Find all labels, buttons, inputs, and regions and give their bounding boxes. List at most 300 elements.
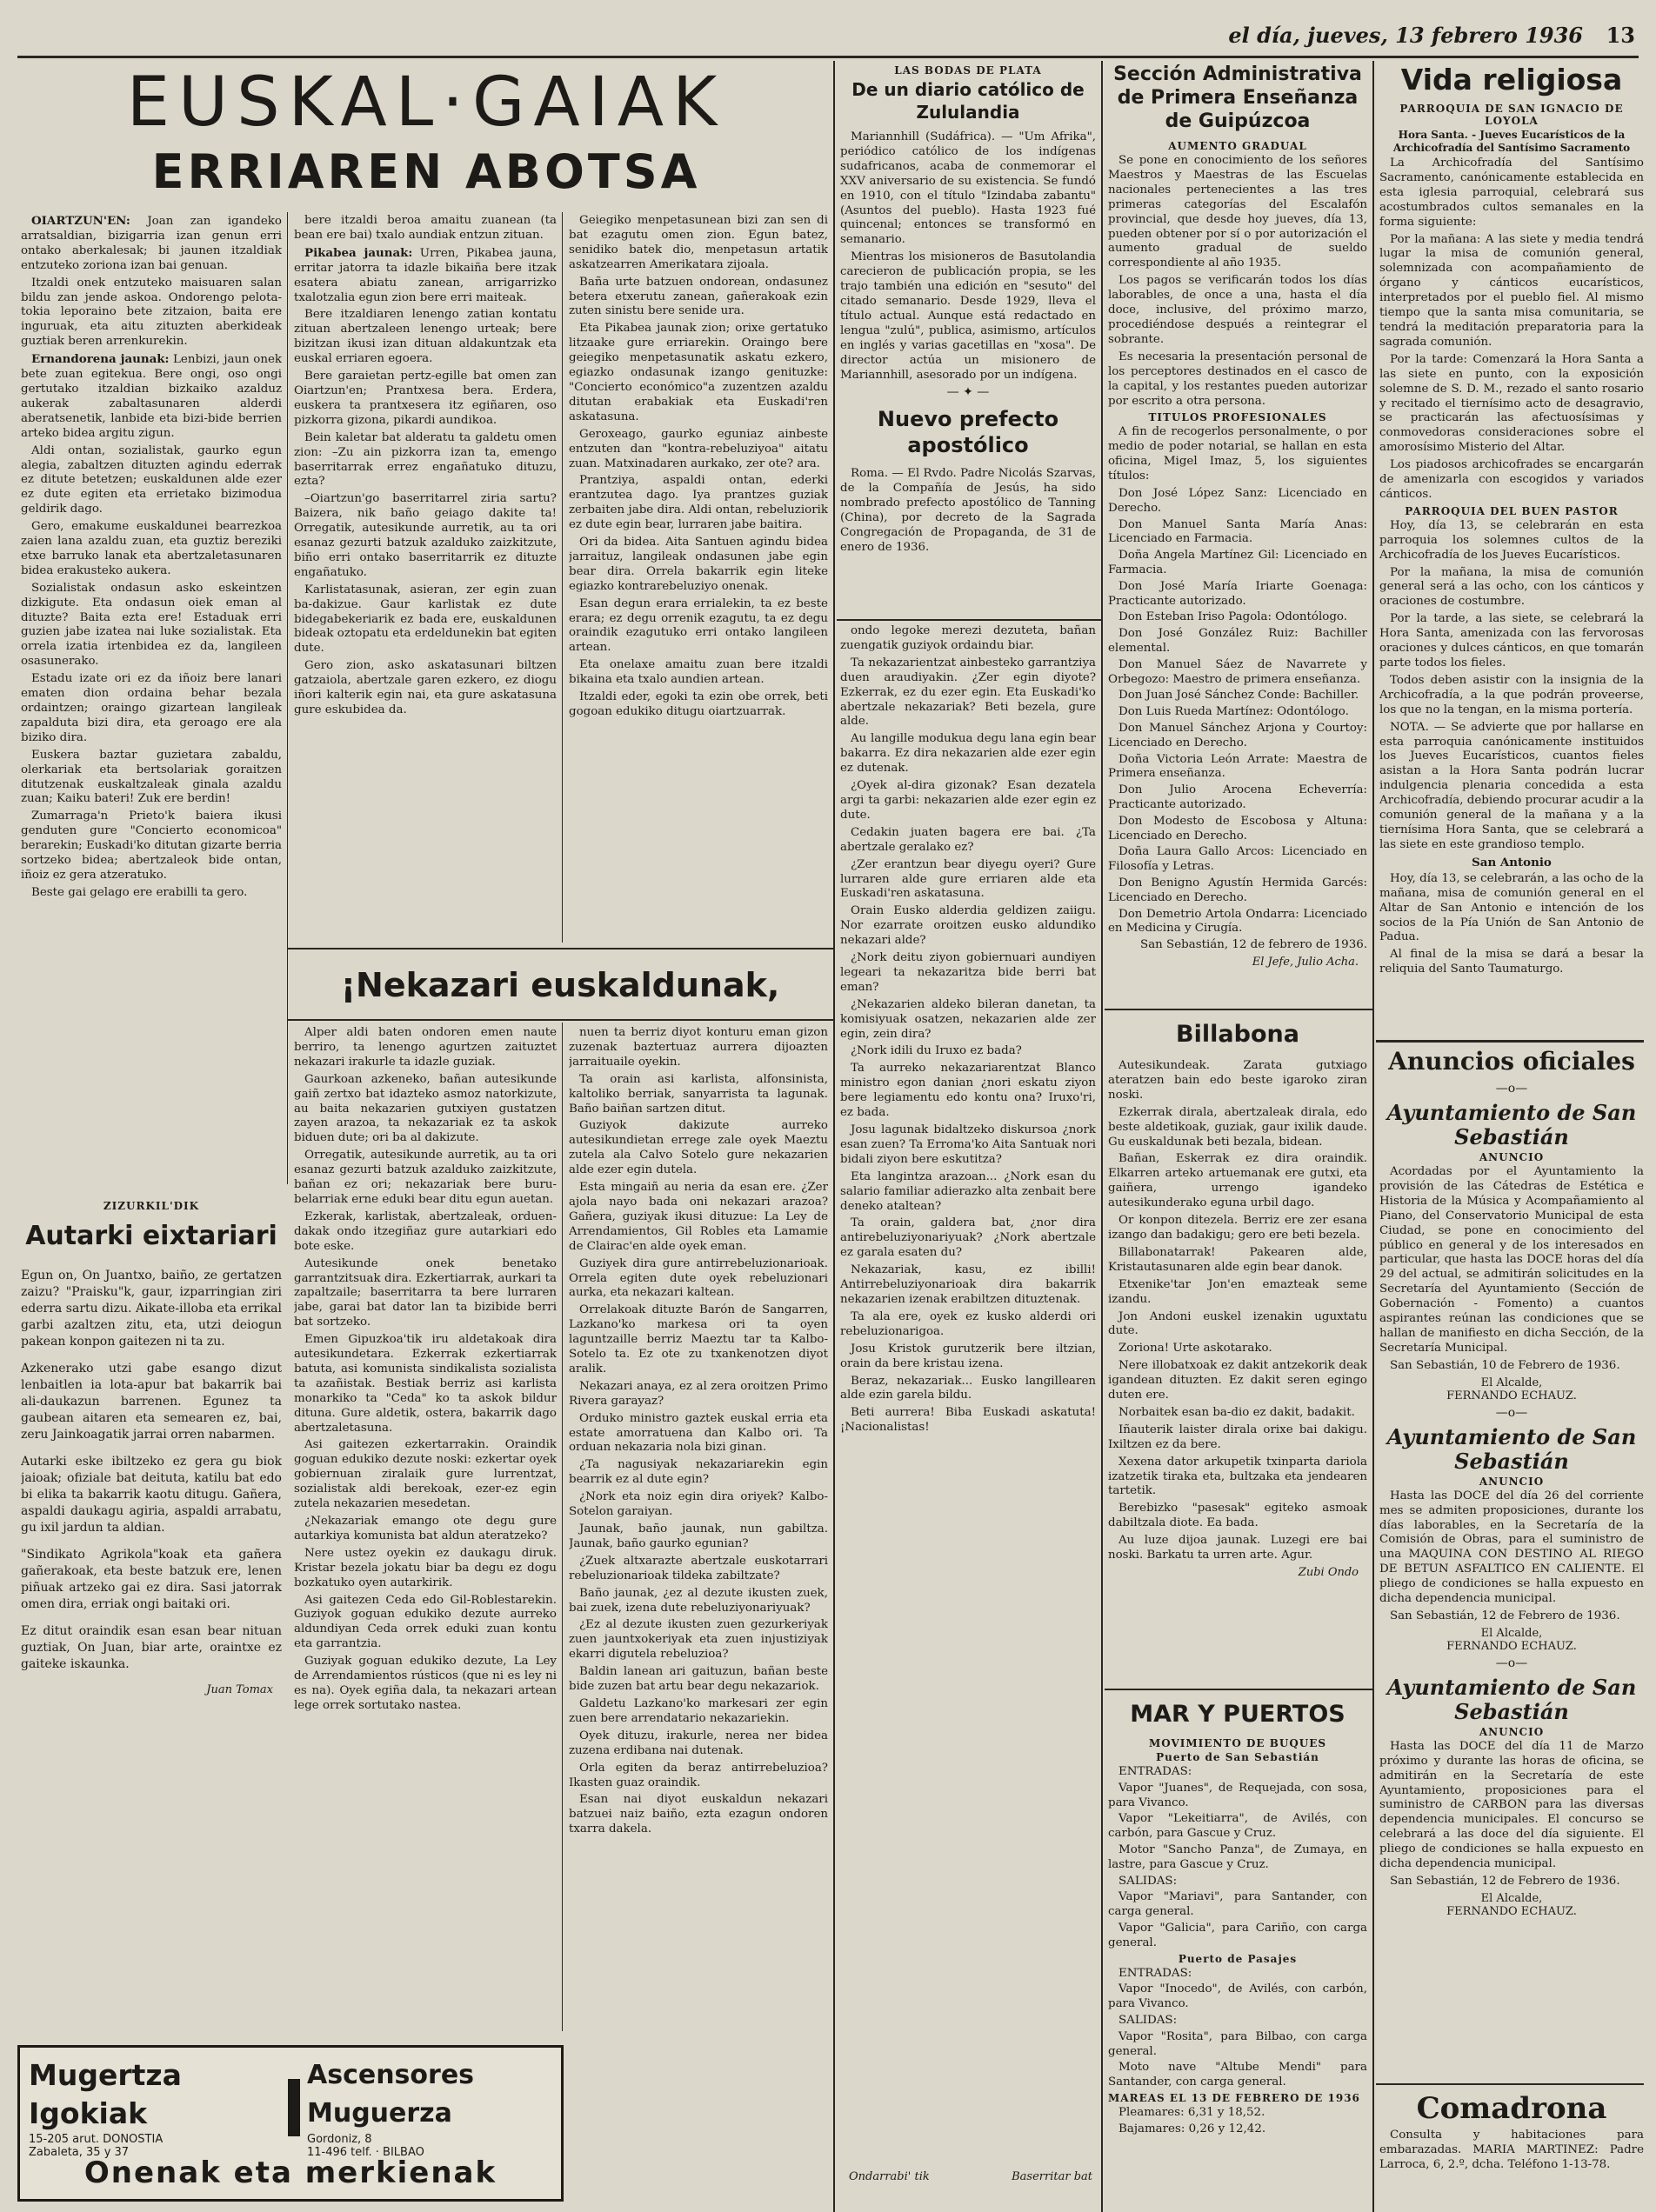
seccion-signature: El Jefe, Julio Acha. (1252, 956, 1359, 969)
title-item (1108, 549, 1367, 578)
paragraph (569, 1587, 828, 1616)
title-item (1108, 627, 1367, 656)
paragraph-text: Eta Pikabea jaunak zion; orixe gertatuko litzaake gure erriarekin. Oraingo bere geiegiko menpetasunatik askatu ezkero, egiazko ondasunak izango genituzke: "Concierto económico"a zuzentzen azaldu ditutan erabakiak eta Euskadi'ren askatasuna. (569, 322, 828, 423)
paragraph-text: Bajamares: 0,26 y 12,42. (1118, 2122, 1266, 2135)
paragraph (569, 1026, 828, 1070)
paragraph (1108, 1310, 1367, 1340)
seccion-intro: A fin de recogerlos personalmente, o por medio de poder notarial, se hallan en esta oficina, Migel Imaz, 5, los siguientes títulos: (1108, 425, 1367, 483)
paragraph-text: Josu lagunak bidaltzeko diskursoa ¿nork esan zuen? Ta Erroma'ko Aita Santuak nori bidali ziyon bere eskutitza? (840, 1123, 1096, 1166)
col4-signatures (840, 2170, 1096, 2193)
paragraph-text: Orrelakoak dituzte Barón de Sangarren, Lazkano'ko markesa ori ta oyen laguntzaille berriz Maeztu tar ta Kalbo-Sotelo ta. Ez ote zu txankenotzen diyot aralik. (569, 1303, 828, 1376)
paragraph (569, 1303, 828, 1377)
paragraph (569, 474, 828, 533)
paragraph-text: Ta orain, galdera bat, ¿nor dira antirebeluziyonariyuak? ¿Nork abertzale ez garala esaten du? (840, 1216, 1096, 1260)
paragraph-text: Geiegiko menpetasunean bizi zan sen di bat ezagutu omen zion. Egun batez, senidiko batek dio, menpetasun artatik askatzearren Amerikatara zijoala. (569, 214, 828, 271)
paragraph-text: Al final de la misa se dará a besar la reliquia del Santo Taumaturgo. (1379, 948, 1644, 976)
poem-stanza: Azkenerako utzi gabe esango dizut lenbaitlen ia lota-apur bat bakarrik bai ali-daukazun barrenen. Egunez ta gaubean aitaren eta semearen ez, bai, zeru Jainkoagatik jarrai orren nabarmen. (21, 1362, 282, 1442)
notice-label: ANUNCIO (1479, 1151, 1545, 1163)
paragraph (569, 214, 828, 273)
poem-stanza: "Sindikato Agrikola"koak eta gañera gañerakoak, eta beste batzuk ere, lenen piñuak artzeko gai ez dira. Sasi jatorrak omen dira, erriak ongi baitaki ori. (21, 1548, 282, 1611)
paragraph-text: Cedakin juaten bagera ere bai. ¿Ta abertzale geralako ez? (840, 825, 1096, 854)
paragraph (294, 1210, 557, 1255)
title-item (1108, 610, 1367, 625)
paragraph-text: Emen Gipuzkoa'tik iru aldetakoak dira autesikundetara. Ezkerrak ezkertiarrak batuta, asi komunista sindikalista sozialista ta azañistak. Bestiak berriz asi karlista monarkiko ta "Ceda" ko ta askok bildur dituna. Gure aldetik, ostera, bakarrik dago abertzaletasuna. (294, 1333, 557, 1435)
paragraph-text: Don Benigno Agustín Hermida Garcés: Licenciado en Derecho. (1108, 876, 1367, 904)
paragraph-text: ¿Oyek al-dira gizonak? Esan dezatela argi ta garbi: nekazarien alde ezer egin ez dute. (840, 779, 1096, 822)
paragraph (1379, 353, 1644, 456)
paragraph (569, 1181, 828, 1255)
paragraph (840, 998, 1096, 1043)
paragraph-text: Los piadosos archicofrades se encargarán de amenizarla con escogidos y variados cánticos. (1379, 458, 1644, 501)
paragraph (294, 1026, 557, 1070)
top-rule (17, 56, 1639, 58)
title-item (1108, 689, 1367, 703)
paragraph-text: Aldi ontan, sozialistak, gaurko egun alegia, zabaltzen dituzten agindu ederrak ez ditute betetzen; euskaldunen alde ezer ez dute egiten eta errietako bizimodua geldirik dago. (21, 443, 282, 516)
paragraph (1108, 1246, 1367, 1276)
comadrona-text: Consulta y habitaciones para embarazadas. MARIA MARTINEZ: Padre Larroca, 6, 2.º, dcha. Teléfono 1-13-78. (1379, 2129, 1644, 2171)
paragraph-text: Orregatik, autesikunde aurretik, au ta ori esanaz gezurti batzuk azalduko zaizkitzute, bañan ez ori; nekazariak bere buru-belarriak erne eduki bear ditu egun auetan. (294, 1149, 557, 1206)
bodas-kicker: LAS BODAS DE PLATA (894, 64, 1042, 77)
paragraph-text: Bere itzaldiaren lenengo zatian kontatu zituan abertzaleen lenengo urteak; bere bizitzan ikusi izan dituan aldakuntzak eta euskal erriaren egoera. (294, 308, 557, 366)
paragraph-text: Motor "Sancho Panza", de Zumaya, en lastre, para Gascue y Cruz. (1108, 1842, 1367, 1871)
comadrona-title: Comadrona (1416, 2091, 1607, 2126)
paragraph (21, 276, 282, 350)
paragraph-text: Ta orain asi karlista, alfonsinista, kaltoliko berriak, sanyarrista ta lagunak. Baño baiñan sartzen ditut. (569, 1072, 828, 1116)
vida-title: Vida religiosa (1400, 63, 1623, 97)
paragraph-text: Billabonatarrak! Pakearen alde, Kristautasunaren alde egin bear danok. (1108, 1245, 1367, 1274)
paragraph-text: ¿Ez al dezute ikusten zuen gezurkeriyak zuen jauntxokeriyak eta zuen injustiziyak ekarri digutela rebeluzioa? (569, 1618, 828, 1662)
tide-item (1108, 2122, 1367, 2137)
paragraph-text: Don Manuel Sánchez Arjona y Courtoy: Licenciado en Derecho. (1108, 721, 1367, 750)
paragraph-text: ondo legoke merezi dezuteta, bañan zuengatik guziyok ordaindu biar. (840, 624, 1096, 652)
lead: OIARTZUN'EN: (31, 214, 130, 228)
paragraph-text: Iñauterik laister dirala orixe bai dakigu. Ixiltzen ez da bere. (1108, 1422, 1367, 1451)
notice-date: San Sebastián, 12 de Febrero de 1936. (1390, 1609, 1620, 1622)
paragraph (569, 428, 828, 472)
paragraph-text: Zumarraga'n Prieto'k baiera ikusi genduten gure "Concierto economicoa" berarekin; Euskadi'ko ditutan gizarte berria sortzeko bidea; abertzaleok bide ontan, iñoiz ez gera atzeratuko. (21, 810, 282, 882)
notice-text: Acordadas por el Ayuntamiento la provisión de las Cátedras de Estética e Historia de la Música y Acompañamiento al Piano, del Conservatorio Municipal de esta Ciudad, se pone en conocimiento del público en general y de los interesados en particular, que hasta las DOCE horas del día 29 del actual, se admitirán solicitudes en la Secretaría del Ayuntamiento (Sección de Gobernación - Fomento) a cuantos aspirantes reúnan las condiciones que se hallan de manifiesto en dicha Sección, de la Secretaría Municipal. (1379, 1165, 1644, 1355)
hrule-nekazari-bottom (287, 1019, 833, 1021)
paragraph (1379, 458, 1644, 503)
notice-sign-2: FERNANDO ECHAUZ. (1446, 1904, 1577, 1918)
paragraph (569, 1618, 828, 1662)
paragraph-text: Galdetu Lazkano'ko markesari zer egin zuen bere arrendatario nekazariekin. (569, 1696, 828, 1725)
paragraph-text: Por la mañana, la misa de comunión general será a las ocho, con los cánticos y oraciones de costumbre. (1379, 565, 1644, 609)
paragraph-text: Se pone en conocimiento de los señores Maestros y Maestras de las Escuelas nacionales pertenecientes a las tres primeras categorías del Escalafón provincial, que desde hoy jueves, día 13, pueden obtener por sí o por autorización el aumento gradual de sueldo correspondiente al año 1935. (1108, 154, 1367, 270)
euskal-title: EUSKAL·GAIAK (126, 63, 726, 142)
paragraph (840, 779, 1096, 823)
dateline: el día, jueves, 13 febrero 1936 (1228, 23, 1583, 48)
divider-2 (562, 212, 563, 943)
official-notice (1379, 1406, 1644, 1653)
vida-article (1379, 61, 1644, 1040)
title-item (1108, 753, 1367, 783)
paragraph (294, 1594, 557, 1653)
paragraph-text: Eta onelaxe amaitu zuan bere itzaldi bikaina eta txalo aundien artean. (569, 658, 828, 687)
notice-label: ANUNCIO (1479, 1475, 1545, 1488)
paragraph (1379, 566, 1644, 610)
paragraph-text: ¿Nork eta noiz egin dira oriyek? Kalbo-Sotelon garaiyan. (569, 1490, 828, 1519)
paragraph-text: Don Esteban Iriso Pagola: Odontólogo. (1118, 610, 1347, 624)
mareas-title: MAREAS EL 13 DE FEBRERO DE 1936 (1108, 2091, 1360, 2104)
ship-item (1108, 1982, 1367, 2012)
paragraph-text: Au luze dijoa jaunak. Luzegi ere bai noski. Barkatu ta urren arte. Agur. (1108, 1534, 1367, 1562)
hrule-mar (1105, 1689, 1372, 1690)
euskal-col3 (569, 214, 828, 944)
ship-item (1108, 1782, 1367, 1811)
paragraph (840, 1170, 1096, 1215)
paragraph-text: Baña urte batzuen ondorean, ondasunez betera etxerutu zanean, gañerakoak ezin zuten sinistu bere senide ura. (569, 275, 828, 318)
paragraph-text: Vapor "Galicia", para Cariño, con carga general. (1108, 1921, 1367, 1949)
ship-item (1108, 1765, 1367, 1780)
paragraph (840, 1406, 1096, 1436)
notice-date: San Sebastián, 12 de Febrero de 1936. (1390, 1875, 1620, 1888)
notice-sign-2: FERNANDO ECHAUZ. (1446, 1389, 1577, 1402)
paragraph-text: ¿Nork idili du Iruxo ez bada? (851, 1044, 1022, 1058)
paragraph-text: Norbaitek esan ba-dio ez dakit, badakit. (1118, 1405, 1355, 1419)
paragraph (1108, 1342, 1367, 1356)
paragraph (294, 246, 557, 306)
paragraph-text: Beti aurrera! Biba Euskadi askatuta! ¡Nacionalistas! (840, 1406, 1096, 1435)
paragraph-text: Itzaldi onek entzuteko maisuaren salan bildu zan jende askoa. Ondorengo pelota-tokia leporaino bete zitzaion, baita ere inguruak, eta aitu zituzten aberkideak guztiak beren arrenkurekin. (21, 276, 282, 349)
paragraph (294, 214, 557, 243)
paragraph (1108, 1359, 1367, 1403)
paragraph (1108, 154, 1367, 271)
ad-address-2b: 11-496 telf. · BILBAO (307, 2146, 424, 2159)
ship-item (1108, 2061, 1367, 2090)
notice-ornament: —o— (1495, 1082, 1528, 1096)
nekazari-title: ¡Nekazari euskaldunak, (340, 966, 780, 1004)
paragraph (1108, 1502, 1367, 1531)
paragraph-text: Beste gai gelago ere erabilli ta gero. (31, 885, 248, 899)
paragraph (294, 492, 557, 580)
zizurkil-signature: Juan Tomax (206, 1683, 273, 1696)
paragraph (1379, 872, 1644, 946)
paragraph-text: Autesikundeak. Zarata gutxiago ateratzen bain edo beste igaroko ziran noski. (1108, 1059, 1367, 1102)
paragraph (21, 672, 282, 746)
paragraph (569, 1257, 828, 1302)
paragraph (294, 1149, 557, 1208)
paragraph (569, 1073, 828, 1117)
mar-sub: MOVIMIENTO DE BUQUES (1148, 1737, 1327, 1749)
paragraph-text: –Oiartzun'go baserritarrel ziria sartu? Baizera, nik baño geiago dakite ta! Orregatik, autesikunde aurretik, au ta ori esanaz gezurti batzuk azalduko zaizkitzute, biño erri ontako baserritarrik ez dituzte engañatuko. (294, 492, 557, 579)
paragraph (1379, 519, 1644, 563)
notice-text: Hasta las DOCE del día 26 del corriente mes se admiten proposiciones, durante los días laborables, en la Secretaría de la Comisión de Obras, para el suministro de una MAQUINA CON DESTINO AL RIEGO DE BETUN ASFALTICO EN CALIENTE. El pliego de condiciones se halla expuesto en dicha dependencia municipal. (1379, 1489, 1644, 1606)
lead: Ernandorena jaunak: (31, 352, 170, 367)
notice-sign-1: El Alcalde, (1480, 1376, 1543, 1389)
paragraph-text: Orain Eusko alderdia geldizen zaiigu. Nor ezarrate oroitzen eusko aldundiko nekazari alde? (840, 904, 1096, 948)
paragraph (1108, 1152, 1367, 1211)
title-item (1108, 722, 1367, 751)
paragraph (1379, 721, 1644, 853)
paragraph (569, 1119, 828, 1178)
paragraph-text: Doña Laura Gallo Arcos: Licenciado en Filosofía y Letras. (1108, 845, 1367, 874)
poem-stanza: Ez ditut oraindik esan esan bear nituan guztiak, On Juan, biar arte, oraintxe ez gaiteke iskaunka. (21, 1624, 282, 1671)
ship-item (1108, 1967, 1367, 1982)
paragraph-text: Bein kaletar bat alderatu ta galdetu omen zion: –Zu ain pizkorra izan ta, emengo baserritarrak errez engañatuko dituzu, ezta? (294, 430, 557, 489)
title-item (1108, 876, 1367, 906)
paragraph (840, 904, 1096, 949)
comadrona-ad (1379, 2089, 1644, 2207)
paragraph (1108, 1214, 1367, 1243)
paragraph-text: Por la tarde: Comenzará la Hora Santa a las siete en punto, con la exposición solemne de S. D. M., rezado el santo rosario y recitado el tiernísimo acto de desagravio, se practicarán las afectuosísimas y conmovedoras consideraciones sobre el amorosísimo Misterio del Altar. (1379, 352, 1644, 455)
paragraph-text: Don José María Iriarte Goenaga: Practicante autorizado. (1108, 579, 1367, 608)
notice-ornament: —o— (1495, 1405, 1528, 1420)
paragraph (21, 352, 282, 441)
prefecto-title: Nuevo prefecto apostólico (877, 407, 1059, 458)
paragraph (1108, 1278, 1367, 1308)
paragraph-text: Don Manuel Santa María Anas: Licenciado en Farmacia. (1108, 517, 1367, 546)
paragraph (21, 886, 282, 901)
tide-item (1108, 2106, 1367, 2121)
paragraph (294, 1655, 557, 1714)
ship-item (1108, 1922, 1367, 1951)
paragraph-text: bere itzaldi beroa amaitu zuanean (ta bean ere bai) txalo aundiak entzun zituan. (294, 214, 557, 242)
paragraph (569, 1762, 828, 1791)
paragraph (569, 690, 828, 720)
official-notice (1379, 1082, 1644, 1402)
euskal-col1 (21, 214, 282, 1188)
notice-sign-2: FERNANDO ECHAUZ. (1446, 1639, 1577, 1653)
paragraph-text: Asi gaitezen Ceda edo Gil-Roblestarekin. Guziyok goguan edukiko dezute aurreko aldundiyan Ceda orrek eduki zuan kontu eta garrantzia. (294, 1593, 557, 1651)
paragraph-text: Au langille modukua degu lana egin bear bakarra. Ez dira nekazarien alde ezer egin ez dutenak. (840, 732, 1096, 776)
seccion-title: Sección Administrativa de Primera Enseñanza de Guipúzcoa (1113, 63, 1362, 132)
notice-label: ANUNCIO (1479, 1725, 1545, 1738)
paragraph-text: Vapor "Juanes", de Requejada, con sosa, para Vivanco. (1108, 1781, 1367, 1809)
vida-parroquia-2: PARROQUIA DEL BUEN PASTOR (1405, 504, 1619, 517)
paragraph (294, 1257, 557, 1331)
paragraph-text: Todos deben asistir con la insignia de la Archicofradía, a la que podrán proveerse, los que no la tengan, en la misma portería. (1379, 673, 1644, 716)
paragraph-text: Mientras los misioneros de Basutolandia carecieron de publicación propia, se les trajo también una edición en "sesuto" del citado semanario. Desde 1929, lleva el título actual. Aunque está redactado en lengua "zulú", publica, asimismo, artículos en inglés y varias gacetillas en "xosa". De director actúa un misionero de Mariannhill, asesorado por un indígena. (840, 250, 1096, 382)
divider-1 (287, 212, 288, 1184)
paragraph-text: ENTRADAS: (1118, 1966, 1192, 1980)
ad-address-1a: 15-205 arut. DONOSTIA (29, 2133, 164, 2146)
zizurkil-title: Autarki eixtariari (25, 1221, 277, 1251)
paragraph-text: Es necesaria la presentación personal de los perceptores destinados en el casco de la capital, y los restantes pueden autorizar por escrito a otra persona. (1108, 350, 1367, 408)
ship-item (1108, 2030, 1367, 2060)
paragraph (21, 444, 282, 518)
notice-date: San Sebastián, 10 de Febrero de 1936. (1390, 1358, 1620, 1372)
notice-sign-1: El Alcalde, (1480, 1626, 1543, 1640)
paragraph (294, 1547, 557, 1591)
paragraph-text: Doña Victoria León Arrate: Maestra de Primera enseñanza. (1108, 752, 1367, 781)
paragraph (569, 1380, 828, 1409)
paragraph (569, 322, 828, 424)
title-item (1108, 487, 1367, 516)
paragraph-text: Oyek dituzu, irakurle, nerea ner bidea zuzena erdibana nai dutenak. (569, 1729, 828, 1757)
paragraph (21, 520, 282, 579)
paragraph-text: Gaurkoan azkeneko, bañan autesikunde gaiñ zertxo bat idazteko asmoz natorkizute, au baita nekazarien gutxiyen gustatzen zayen arazoa, ta nekazariak ez ta askok biduen dute; ori ba al dakizute. (294, 1072, 557, 1145)
mar-port1: Puerto de San Sebastián (1156, 1751, 1319, 1763)
ship-item (1108, 2014, 1367, 2029)
paragraph-text: Asi gaitezen ezkertarrakin. Oraindik goguan edukiko dezute noski: ezkertar oyek gobiernuan ziralaik gure lurrentzat, sozialistak aldi berekoak, ezer-ez egin zutela nekazarien mesedetan. (294, 1438, 557, 1511)
ad-address-2a: Gordoniz, 8 (307, 2133, 372, 2146)
paragraph-text: Ezkerak, karlistak, abertzaleak, orduen-dakak ondo itzegiñaz gure autarkiari edo bote eske. (294, 1209, 557, 1253)
paragraph-text: Pleamares: 6,31 y 18,52. (1118, 2105, 1265, 2119)
paragraph-text: ¿Nekazariak emango ote degu gure autarkiya komunista bat aldun ateratzeko? (294, 1515, 557, 1542)
paragraph (294, 1073, 557, 1147)
billabona-signature: Zubi Ondo (1298, 1566, 1359, 1579)
seccion-dateline: San Sebastián, 12 de febrero de 1936. (1140, 938, 1367, 952)
ship-item (1108, 1890, 1367, 1920)
paragraph-text: ¿Nork deitu ziyon gobiernuari aundiyen legeari ta nekazaritza bide berri bat eman? (840, 951, 1096, 994)
paragraph-text: Geroxeago, gaurko eguniaz ainbeste entzuten dan "kontra-rebeluziyoa" aitatu zuan. Matxinadaren aurkako, zer ote? ara. (569, 427, 828, 470)
paragraph-text: Zoriona! Urte askotarako. (1118, 1342, 1272, 1356)
vida-hora-santa: Hora Santa. - Jueves Eucarísticos de la Archicofradía del Santísimo Sacramento (1392, 129, 1631, 154)
paragraph-text: Jon Andoni euskel izenakin uguxtatu dute. (1108, 1309, 1367, 1338)
paragraph-text: Don Manuel Sáez de Navarrete y Orbegozo: Maestro de primera enseñanza. (1108, 657, 1367, 686)
hrule-comadrona (1376, 2083, 1644, 2085)
paragraph-text: Ta aurreko nekazariarentzat Blanco ministro egon danian ¿nori eskatu ziyon bere legiamentu edo kontu ona? Iruxo'ri, ez bada. (840, 1062, 1096, 1120)
paragraph (1379, 612, 1644, 671)
paragraph (1108, 1534, 1367, 1563)
paragraph (840, 1343, 1096, 1372)
paragraph (1108, 1406, 1367, 1421)
title-item (1108, 518, 1367, 548)
paragraph (1108, 1059, 1367, 1103)
divider-6 (562, 1023, 563, 2031)
prefecto-text: Roma. — El Rvdo. Padre Nicolás Szarvas, de la Compañía de Jesús, ha sido nombrado prefecto apostólico de Tanning (China), por decreto de la Sagrada Congregación de Propaganda, de 31 de enero de 1936. (840, 467, 1096, 554)
paragraph-text: Hoy, día 13, se celebrarán, a las ocho de la mañana, misa de comunión general en el Altar de San Antonio e intención de los socios de la Pía Unión de San Antonio de Padua. (1379, 871, 1644, 944)
paragraph-text: Gero, emakume euskaldunei bearrezkoa zaien lana azaldu zuan, eta guztiz bereziki etxe barruko lanak eta abertzaletasunaren bidea erakusteko aukera. (21, 520, 282, 577)
title-item (1108, 658, 1367, 688)
paragraph-text: Bere garaietan pertz-egille bat omen zan Oiartzun'en; Prantxesa bera. Erdera, euskera ta prantxesera itz egiñaren, oso pizkorra gizona, pikardi aundikoa. (294, 370, 557, 427)
paragraph (1379, 157, 1644, 230)
paragraph-text: Doña Angela Martínez Gil: Licenciado en Farmacia. (1108, 549, 1367, 577)
title-item (1108, 815, 1367, 844)
paragraph-text: Ta ala ere, oyek ez kusko alderdi ori rebeluzionarigoa. (840, 1309, 1096, 1338)
paragraph (840, 250, 1096, 383)
paragraph-text: Berebizko "pasesak" egiteko asmoak dabiltzala diote. Ea bada. (1108, 1502, 1367, 1530)
paragraph-text: Vapor "Lekeitiarra", de Avilés, con carbón, para Gascue y Cruz. (1108, 1812, 1367, 1841)
official-notice (1379, 1656, 1644, 1918)
paragraph (294, 1333, 557, 1436)
seccion-sub1: AUMENTO GRADUAL (1168, 140, 1307, 152)
nekazari-col2 (569, 1026, 828, 2035)
paragraph-text: Nere illobatxoak ez dakit antzekorik deak igandean dituzten. Ez dakit seren egingo duten ere. (1108, 1359, 1367, 1402)
paragraph-text: Baldin lanean ari gaituzun, bañan beste bide zuzen bat artu bear degu nekazariok. (569, 1665, 828, 1694)
ad-mugerza (17, 2045, 564, 2202)
paragraph-text: nuen ta berriz diyot konturu eman gizon zuzenak baztertuaz aurrera dijoazten jarraituaile oyekin. (569, 1026, 828, 1069)
hrule-anuncios (1376, 1040, 1644, 1043)
paragraph-text: Esan nai diyot euskaldun nekazari batzuei naiz baiño, ezta ezagun ondoren txarra dakela. (569, 1793, 828, 1836)
paragraph-text: Vapor "Rosita", para Bilbao, con carga general. (1108, 2029, 1367, 2058)
paragraph-text: Guziyok dakizute aurreko autesikundietan errege zale oyek Maeztu zutela ala Calvo Sotelo gure nekazarien alde ezer egin dutela. (569, 1119, 828, 1177)
paragraph (840, 1044, 1096, 1059)
paragraph (294, 308, 557, 367)
billabona-article (1108, 1016, 1367, 1685)
paragraph (21, 214, 282, 274)
paragraph-text: Don Modesto de Escobosa y Altuna: Licenciado en Derecho. (1108, 814, 1367, 843)
paragraph-text: Eta langintza arazoan... ¿Nork esan du salario familiar adierazko alta zenbait bere deneko ataltean? (840, 1169, 1096, 1213)
title-item (1108, 783, 1367, 813)
paragraph (569, 536, 828, 595)
zizurkil-section (21, 1191, 282, 2052)
paragraph (569, 276, 828, 320)
notice-head: Ayuntamiento de San Sebastián (1386, 1100, 1637, 1149)
bodas-title: De un diario católico de Zululandia (851, 79, 1085, 123)
paragraph-text: NOTA. — Se advierte que por hallarse en esta parroquia canónicamente instituidos los Jueves Eucarísticos, cuantos fieles asistan a la Hora Santa podrán lucrar indulgencia plenaria concedida a esta Archicofradía, debiendo procurar acudir a la comunión general de la mañana y a la tiernísima Hora Santa, que se celebrará a las siete en este grandioso templo. (1379, 720, 1644, 851)
paragraph (840, 130, 1096, 248)
paragraph (840, 951, 1096, 996)
paragraph (1379, 948, 1644, 977)
paragraph (1108, 350, 1367, 410)
signature-left: Ondarrabi' tik (849, 2170, 930, 2183)
paragraph-text: Or konpon ditezela. Berriz ere zer esana izango dan badakigu; gero ere beti bezela. (1108, 1214, 1367, 1242)
paragraph-text: Esan degun erara errialekin, ta ez beste erara; ez degu orrenik ezagutu, ta ez degu oraindik ezagutuko erri ontako langileen artean. (569, 596, 828, 655)
poem-stanza: Egun on, On Juantxo, baiño, ze gertatzen zaizu? "Praisku"k, gaur, izparringian ziri ederra sartu dizu. Aikate-illoba eta errikal garbi azaltzen zitu, eta, utzi deiogun pakean konpon gaitezen ni ta zu. (21, 1269, 282, 1349)
zizurkil-kicker: ZIZURKIL'DIK (103, 1200, 200, 1212)
paragraph (294, 431, 557, 490)
ad-slogan: Onenak eta merkienak (83, 2155, 497, 2190)
paragraph-text: Sozialistak ondasun asko eskeintzen dizkigute. Eta ondasun oiek eman al dituzte? Baita ezta ere! Estaduak erri guzien jabe izatea nai luke sozialistak. Eta orrela izatia irtenbidea ez da, langileen osasunerako. (21, 581, 282, 669)
paragraph-text: Ori da bidea. Aita Santuen agindu bidea jarraituz, langileak ondasunen jabe egin bear dira. Orrela bakarrik egin liteke egiazko kontrarebeluziyo onenak. (569, 536, 828, 593)
paragraph (1108, 1106, 1367, 1150)
notice-ornament: —o— (1495, 1656, 1528, 1670)
paragraph (569, 1555, 828, 1584)
paragraph-text: Ta nekazarientzat ainbesteko garrantziya duen araudiyakin. ¿Zer egin diyote? Ezkerrak, ez du ezer egin. Eta Euskadi'ko abertzale nekazariak? Beti bezela, gure alde. (840, 656, 1096, 729)
divider-4 (1101, 61, 1103, 2212)
paragraph (294, 1515, 557, 1544)
paragraph (569, 1522, 828, 1552)
paragraph-text: Don José López Sanz: Licenciado en Derecho. (1108, 487, 1367, 515)
seccion-article (1108, 63, 1367, 1007)
paragraph-text: Nere ustez oyekin ez daukagu diruk. Kristar bezela jokatu biar ba degu ez dogu bozkatuko oyen autarkirik. (294, 1546, 557, 1589)
ad-brand-1: Mugertza Igokiak (29, 2058, 182, 2130)
page-number: 13 (1606, 23, 1635, 48)
ornament: — ✦ — (946, 385, 990, 400)
paragraph-text: Por la tarde, a las siete, se celebrará la Hora Santa, amenizada con las fervorosas oraciones y dulces cánticos, en que tomarán parte todos los fieles. (1379, 612, 1644, 670)
paragraph (21, 582, 282, 670)
paragraph-text: ¿Nekazarien aldeko bileran danetan, ta komisiyuak osatzen, nekazarien alde zer egin, zein dira? (840, 997, 1096, 1041)
paragraph-text: Gero zion, asko askatasunari biltzen gatzaiola, abertzale garen ezkero, ez diogu iñori kalterik egin nai, eta gure askatasuna gure eskubidea da. (294, 659, 557, 716)
paragraph (1379, 233, 1644, 350)
paragraph (1108, 1456, 1367, 1500)
title-item (1108, 705, 1367, 720)
paragraph (840, 656, 1096, 730)
paragraph (21, 749, 282, 808)
ad-elevator-icon (288, 2079, 300, 2136)
paragraph (840, 858, 1096, 903)
paragraph (840, 1216, 1096, 1261)
seccion-sub2: TITULOS PROFESIONALES (1148, 411, 1327, 424)
paragraph-text: Estadu izate ori ez da iñoiz bere lanari ematen dion ordaina behar bezala ordaintzen; oraingo gizartean langileak zapalduta bizi dira, eta geroago ere ala biziko dira. (21, 672, 282, 744)
paragraph-text: Orduko ministro gaztek euskal erria eta estate amorratuena dan Kalbo ori. Ta orduan nekazaria nola bizi ginan. (569, 1411, 828, 1455)
paragraph (1108, 274, 1367, 348)
ad-address-1b: Zabaleta, 35 y 37 (29, 2146, 130, 2159)
paragraph-text: Don Demetrio Artola Ondarra: Licenciado en Medicina y Cirugía. (1108, 907, 1367, 936)
ad-brand-2: Ascensores Muguerza (307, 2060, 475, 2129)
billabona-title: Billabona (1176, 1021, 1299, 1048)
paragraph-text: SALIDAS: (1118, 1874, 1178, 1888)
paragraph-text: Xexena dator arkupetik txinparta dariola izatzetik tiraka eta, bultzaka eta jendearen tartetik. (1108, 1455, 1367, 1498)
paragraph-text: Alper aldi baten ondoren emen naute berriro, ta lenengo agurtzen zaituztet nekazari irakurle ta idazle guziak. (294, 1026, 557, 1069)
paragraph (569, 1729, 828, 1759)
paragraph (569, 1793, 828, 1837)
paragraph-text: Don Julio Arocena Echeverría: Practicante autorizado. (1108, 783, 1367, 811)
paragraph-text: Bañan, Eskerrak ez dira oraindik. Elkarren arteko artuemanak ere gutxi, eta gaiñera, urrengo igandeko autesikunderako eguna urbil dago. (1108, 1152, 1367, 1210)
paragraph (569, 1490, 828, 1520)
divider-3 (833, 61, 835, 2212)
paragraph-text: Los pagos se verificarán todos los días laborables, de once a una, hasta el día doce, inclusive, del próximo marzo, procediéndose después a reintegrar el sobrante. (1108, 274, 1367, 346)
paragraph-text: Por la mañana: A las siete y media tendrá lugar la misa de comunión general, solemnizada con acompañamiento de órgano y cánticos eucarísticos, interpretados por el pueblo fiel. Al mismo tiempo que la santa misa comunitaria, se tendrá la meditación preparatoria para la sagrada comunión. (1379, 232, 1644, 349)
paragraph (840, 624, 1096, 654)
paragraph-text: Orla egiten da beraz antirrebeluzioa? Ikasten guaz oraindik. (569, 1761, 828, 1789)
paragraph-text: Euskera baztar guzietara zabaldu, olerkariak eta bertsolariak goraitzen ditutzenak euskaltzaleak ginala azaldu zuan; Kaiku bateri! Zuk ere berdin! (21, 748, 282, 806)
euskal-subtitle: ERRIAREN ABOTSA (151, 144, 701, 199)
paragraph (840, 1123, 1096, 1168)
paragraph (294, 659, 557, 718)
